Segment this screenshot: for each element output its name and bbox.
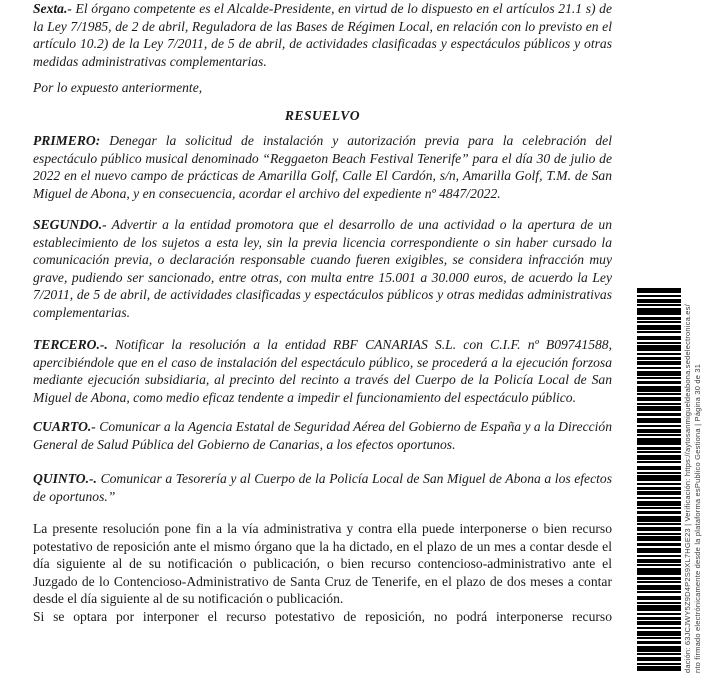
paragraph-lead: TERCERO.-. — [33, 337, 108, 352]
margin-signature-text: nto firmado electrónicamente desde la plataforma esPublico Gestiona | Página 30 de 31 — [693, 363, 702, 673]
paragraph-text: Denegar la solicitud de instalación y autorización previa para la celebración del espectáculo público musical denominado “Reggaeton Beach Festival Tenerife” para el día 30 de julio de 2022 en el nuevo campo de prácticas de Amarilla Golf, Calle El Cardón, s/n, Amarilla Golf, T.M. de San Miguel de Abona, y en consecuencia, acordar el archivo del expediente nº 4847/2022. — [33, 133, 612, 201]
paragraph-cuarto — [33, 418, 612, 453]
paragraph-text: Comunicar a la Agencia Estatal de Seguridad Aérea del Gobierno de España y a la Dirección General de Salud Pública del Gobierno de Canarias, a los efectos oportunos. — [33, 419, 613, 452]
paragraph-tercero — [33, 336, 612, 406]
paragraph-text: Advertir a la entidad promotora que el desarrollo de una actividad o la apertura de un establecimiento de los sujetos a esta ley, sin la previa licencia correspondiente o sin haber cursado la comunicación previa, o declaración responsable cuando fueren exigibles, se considera infracción muy grave, pudiendo ser sancionado, entre otras, con multa entre 15.001 a 30.000 euros, de acuerdo la Ley 7/2011, de 5 de abril, de actividades clasificadas y espectáculos públicos y otras medidas administrativas complementarias. — [33, 217, 612, 320]
barcode-bar — [637, 568, 681, 575]
paragraph-text: El órgano competente es el Alcalde-Presidente, en virtud de lo dispuesto en el artículos 21.1 s) de la Ley 7/1985, de 2 de abril, Reguladora de las Bases de Régimen Local, en relación con lo previsto en el artículo 10.2) de la Ley 7/2011, de 5 de abril, de actividades clasificadas y espectáculos públicos y otras medidas administrativas complementarias. — [33, 1, 612, 69]
paragraph-lead: CUARTO.- — [33, 419, 96, 434]
barcode-icon — [637, 288, 681, 673]
paragraph-text: Notificar la resolución a la entidad RBF CANARIAS S.L. con C.I.F. nº B09741588, apercibiéndole que en el caso de instalación del espectáculo público, se procederá a la ejecución forzosa mediante ejecución subsidiaria, al precinto del recinto a través del Cuerpo de la Policía Local de San Miguel de Abona, como medio eficaz tendente a impedir el funcionamiento del espectáculo público. — [33, 337, 612, 405]
barcode-bar — [637, 308, 681, 315]
paragraph-p9: Si se optara por interponer el recurso potestativo de reposición, no podrá interponerse recurso — [33, 608, 612, 624]
paragraph-quinto — [33, 470, 612, 505]
paragraph-text: Comunicar a Tesorería y al Cuerpo de la Policía Local de San Miguel de Abona a los efectos de oportunos.” — [33, 471, 612, 504]
paragraph-segundo — [33, 216, 612, 321]
paragraph-lead: QUINTO.-. — [33, 471, 97, 486]
paragraph-primero — [33, 132, 612, 202]
paragraph-sexta — [33, 0, 612, 70]
barcode-bar — [637, 438, 681, 445]
paragraph-p8: La presente resolución pone fin a la vía administrativa y contra ella puede interponerse o bien recurso potestativo de reposición ante el mismo órgano que la ha dictado, en el plazo de un mes a contar desde el día siguiente al de su notificación o publicación, o bien recurso contencioso-administrativo ante el Juzgado de lo Contencioso-Administrativo de Santa Cruz de Tenerife, en el plazo de dos meses a contar desde el día siguiente al de su notificación o publicación. — [33, 521, 612, 606]
margin-validation-text: dación: 63JCJWY5Z9D4P2S9XL7HGE23 | Verificación: https://aytosanmigueldeabona.sedelectronica.es/ — [683, 304, 692, 673]
resolution-text-body — [33, 0, 612, 625]
paragraph-lead: PRIMERO: — [33, 133, 101, 148]
paragraph-lead: SEGUNDO.- — [33, 217, 107, 232]
paragraph-p1: Por lo expuesto anteriormente, — [33, 80, 203, 95]
paragraph-lead: Sexta.- — [33, 1, 72, 16]
heading-resuelvo: RESUELVO — [284, 107, 361, 123]
